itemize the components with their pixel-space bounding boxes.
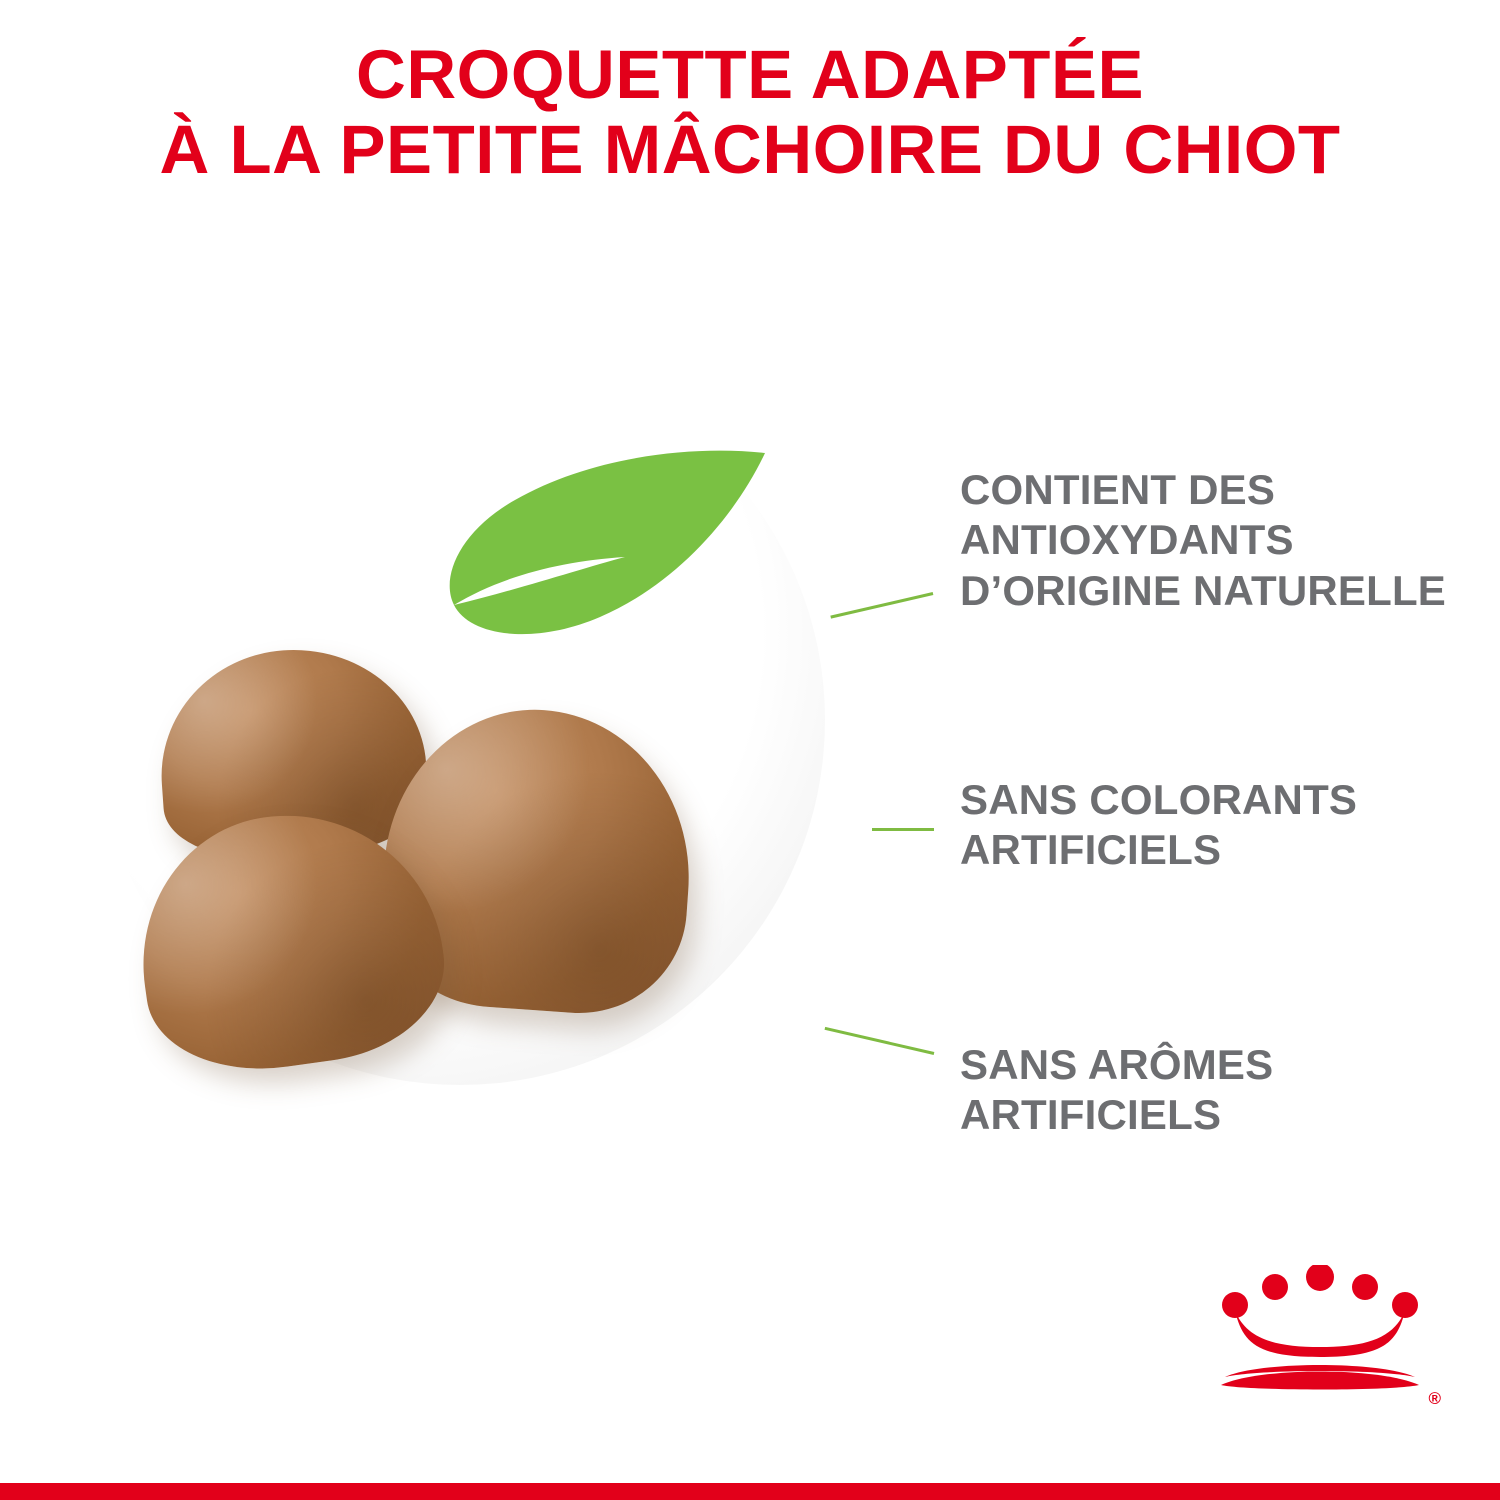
connector-line-sans-colorants [872,828,934,831]
headline-line-1: CROQUETTE ADAPTÉE [356,36,1144,113]
feature-sans-colorants [960,775,1470,876]
feature-antioxydants [960,465,1470,616]
feature-sans-aromes-line-1: SANS ARÔMES [960,1041,1274,1088]
feature-antioxydants-line-3: D’ORIGINE NATURELLE [960,566,1447,614]
feature-sans-aromes-line-2: ARTIFICIELS [960,1091,1222,1139]
page-title [0,38,1500,187]
feature-sans-colorants-line-2: ARTIFICIELS [960,826,1222,874]
royal-canin-crown-logo [1215,1265,1441,1408]
feature-sans-colorants-line-1: SANS COLORANTS [960,776,1358,823]
connector-line-sans-aromes [825,1027,935,1055]
feature-antioxydants-line-1: CONTIENT DES [960,466,1276,513]
leaf-icon [440,445,770,650]
registered-trademark: ® [1428,1389,1441,1408]
kibble-icon [130,630,730,1100]
feature-antioxydants-line-2: ANTIOXYDANTS [960,516,1294,564]
connector-line-antioxydants [830,592,933,619]
feature-sans-aromes [960,1040,1470,1141]
bottom-brand-bar [0,1483,1500,1500]
headline-line-2: À LA PETITE MÂCHOIRE DU CHIOT [159,110,1341,188]
